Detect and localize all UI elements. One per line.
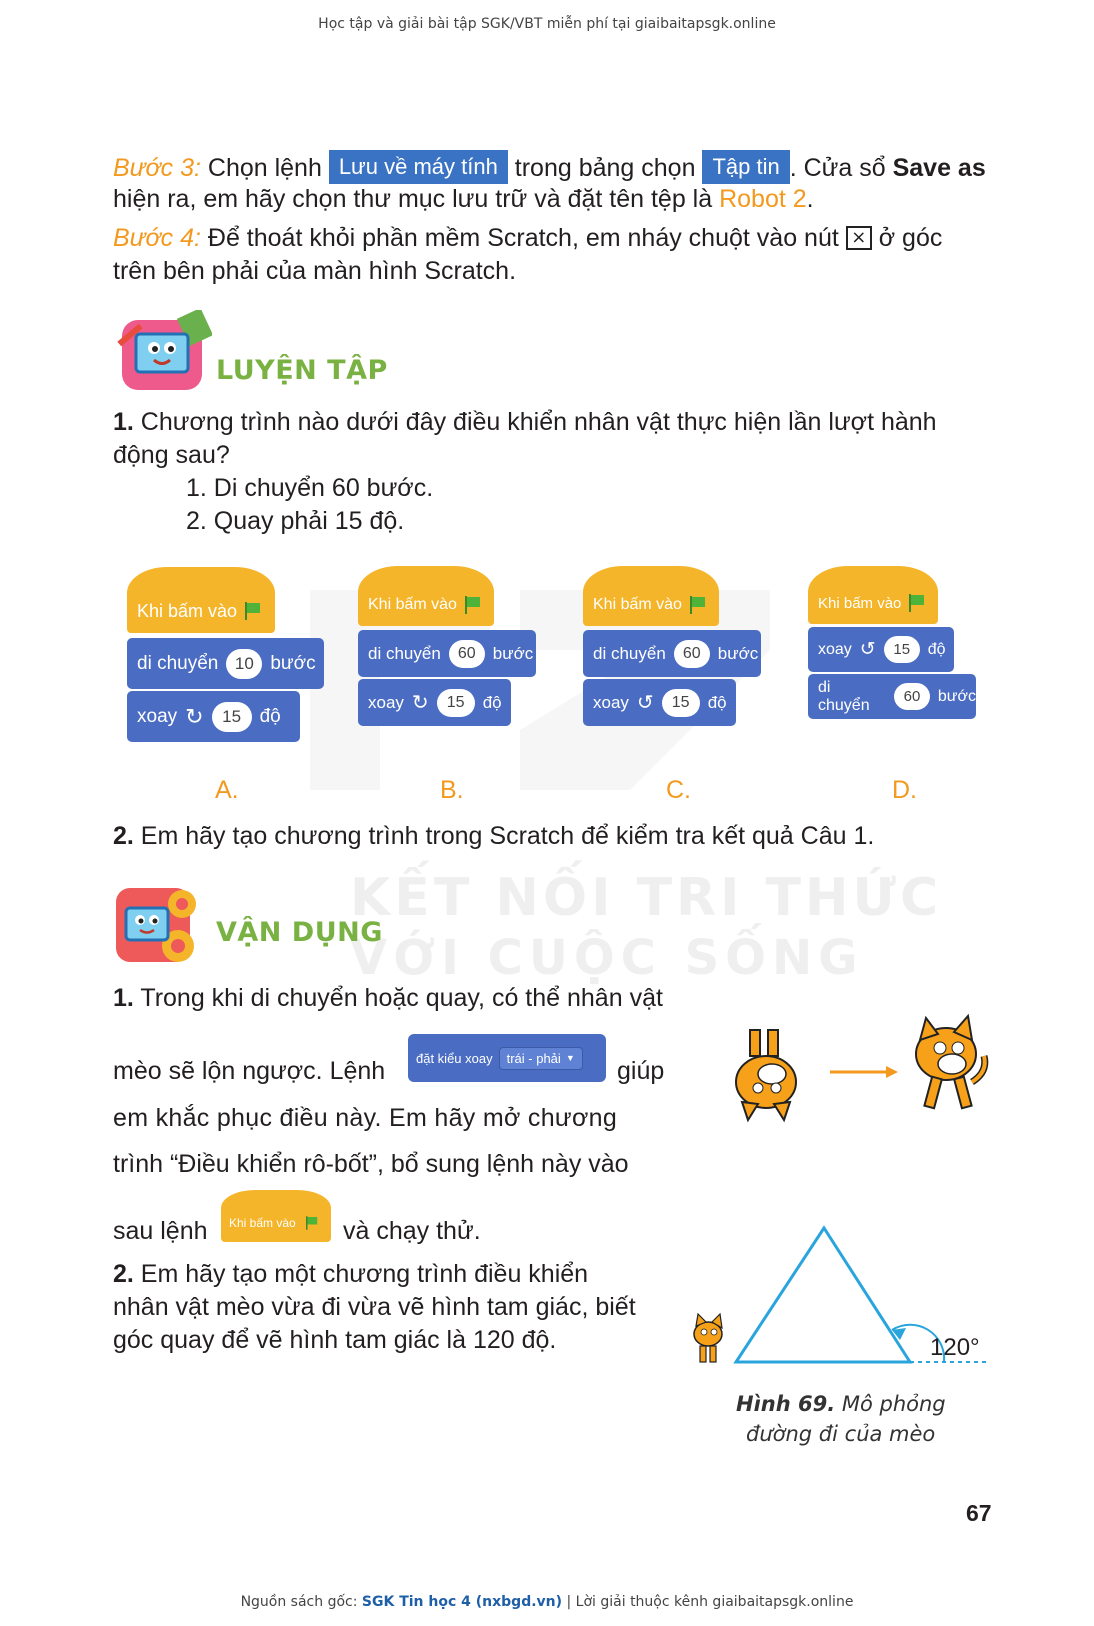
- turn-right-block: [127, 691, 300, 742]
- when-flag-clicked-block: [221, 1190, 331, 1242]
- set-rotation-style-block: [408, 1034, 606, 1082]
- block-unit: bước: [492, 643, 534, 663]
- apply-q1-line-3: em khắc phục điều này. Em hãy mở chương: [113, 1104, 618, 1132]
- move-steps-block: [583, 630, 761, 677]
- hat-label: Khi bấm vào: [368, 596, 457, 613]
- turn-right-icon: ↻: [411, 692, 429, 714]
- header-note: Học tập và giải bài tập SGK/VBT miễn phí tại giaibaitapsgk.online: [318, 16, 776, 32]
- step-4-paragraph: [113, 222, 993, 255]
- apply-q1-line-2b: giúp: [617, 1057, 665, 1085]
- step-4-text-2: ở góc: [871, 224, 943, 252]
- save-to-computer-command: Lưu về máy tính: [329, 150, 508, 184]
- block-unit: độ: [482, 692, 502, 712]
- apply-q2-line-3: góc quay để vẽ hình tam giác là 120 độ.: [113, 1326, 557, 1354]
- value-input: 60: [674, 640, 710, 668]
- dropdown-value: trái - phải: [506, 1050, 561, 1066]
- figure-caption-text: Mô phỏng: [835, 1392, 946, 1416]
- practice-q1-number: 1.: [113, 408, 134, 436]
- apply-mascot-icon: [112, 884, 204, 968]
- turn-left-block: [583, 679, 736, 726]
- footer-source-link[interactable]: SGK Tin học 4 (nxbgd.vn): [361, 1594, 563, 1610]
- turn-right-icon: ↻: [185, 703, 204, 729]
- value-input: 15: [662, 689, 700, 717]
- footer-suffix: | Lời giải thuộc kênh giaibaitapsgk.online: [562, 1594, 854, 1610]
- turn-left-icon: ↺: [859, 639, 876, 660]
- block-label: di chuyển: [593, 643, 666, 663]
- apply-q1-line-4: trình “Điều khiển rô-bốt”, bổ sung lệnh này vào: [113, 1150, 629, 1178]
- practice-title: LUYỆN TẬP: [216, 355, 388, 386]
- value-input: 15: [437, 689, 475, 717]
- value-input: 60: [894, 683, 930, 710]
- practice-q1-item-2: 2. Quay phải 15 độ.: [186, 507, 405, 535]
- green-flag-icon: [245, 602, 261, 620]
- robot2-filename: Robot 2: [719, 185, 807, 213]
- angle-label: 120°: [930, 1334, 980, 1361]
- block-unit: bước: [270, 652, 316, 674]
- value-input: 60: [449, 640, 485, 668]
- cat-sprite-icon: [694, 1314, 722, 1362]
- practice-q2-text: Em hãy tạo chương trình trong Scratch để kiểm tra kết quả Câu 1.: [133, 822, 875, 850]
- block-unit: bước: [717, 643, 759, 663]
- step-4-line-2: trên bên phải của màn hình Scratch.: [113, 257, 517, 285]
- move-steps-block: [808, 674, 976, 719]
- practice-q2-number: 2.: [113, 822, 134, 850]
- step-3-text-3: . Cửa sổ: [789, 154, 893, 182]
- step-3-period: .: [806, 185, 814, 213]
- apply-q1-line-1: [113, 982, 673, 1015]
- block-unit: độ: [259, 705, 281, 727]
- option-c-label: C.: [666, 776, 691, 804]
- practice-q1-line-2: động sau?: [113, 441, 230, 469]
- step-3-label: Bước 3:: [113, 154, 201, 182]
- apply-q1-line-2a: mèo sẽ lộn ngược. Lệnh: [113, 1057, 386, 1085]
- footer-prefix: Nguồn sách gốc:: [240, 1594, 362, 1610]
- practice-q2: [113, 820, 993, 853]
- apply-q1-line-5b: và chạy thử.: [343, 1217, 481, 1245]
- practice-q1: [113, 406, 993, 439]
- practice-q1-text: Chương trình nào dưới đây điều khiển nhân vật thực hiện lần lượt hành: [133, 408, 937, 436]
- watermark-line-2: VỚI CUỘC SỐNG: [350, 930, 864, 986]
- turn-right-block: [358, 679, 511, 726]
- green-flag-icon: [306, 1216, 318, 1230]
- value-input: 10: [226, 649, 262, 679]
- hat-label: Khi bấm vào: [818, 594, 902, 612]
- block-unit: độ: [707, 692, 727, 712]
- value-input: 15: [884, 636, 920, 663]
- hat-label: Khi bấm vào: [229, 1216, 296, 1230]
- block-label: di chuyển: [368, 643, 441, 663]
- cat-flip-illustration: [716, 1012, 992, 1132]
- hat-label: Khi bấm vào: [137, 600, 238, 621]
- green-flag-icon: [690, 596, 706, 614]
- figure-caption-label: Hình 69.: [736, 1392, 836, 1416]
- figure-caption-line-1: [736, 1392, 946, 1416]
- save-as-label: Save as: [892, 154, 986, 182]
- move-steps-block: [127, 638, 324, 689]
- block-label: xoay: [137, 705, 178, 727]
- apply-q1-line-5a: sau lệnh: [113, 1217, 208, 1245]
- when-flag-clicked-block: [808, 566, 938, 624]
- when-flag-clicked-block: [358, 566, 494, 626]
- block-label: xoay: [368, 692, 404, 712]
- green-flag-icon: [465, 596, 481, 614]
- apply-q2-number: 2.: [113, 1260, 134, 1288]
- turn-left-block: [808, 627, 954, 672]
- apply-q2-text: Em hãy tạo một chương trình điều khiển: [133, 1260, 589, 1288]
- step-3-paragraph: [113, 150, 993, 185]
- page-number: 67: [966, 1500, 992, 1526]
- figure-caption-line-2: đường đi của mèo: [746, 1422, 936, 1446]
- when-flag-clicked-block: [127, 567, 275, 633]
- option-b-label: B.: [440, 776, 464, 804]
- block-label: xoay: [593, 692, 629, 712]
- step-3-text: Chọn lệnh: [200, 154, 329, 182]
- watermark-line-1: KẾT NỐI TRI THỨC: [350, 868, 943, 928]
- block-unit: độ: [927, 640, 946, 658]
- apply-q1-text: Trong khi di chuyển hoặc quay, có thể nhân vật: [133, 984, 663, 1012]
- step-4-text: Để thoát khỏi phần mềm Scratch, em nháy chuột vào nút: [200, 224, 846, 252]
- step-4-label: Bước 4:: [113, 224, 201, 252]
- option-d-label: D.: [892, 776, 917, 804]
- apply-q2-line-1: [113, 1258, 663, 1291]
- apply-q1-number: 1.: [113, 984, 134, 1012]
- practice-q1-item-1: 1. Di chuyển 60 bước.: [186, 474, 434, 502]
- when-flag-clicked-block: [583, 566, 719, 626]
- step-3-text-2: trong bảng chọn: [507, 154, 703, 182]
- block-label: xoay: [818, 640, 852, 658]
- block-unit: bước: [937, 687, 976, 705]
- option-a-label: A.: [215, 776, 239, 804]
- close-icon: ×: [846, 226, 872, 250]
- green-flag-icon: [909, 594, 925, 612]
- footer-note: [0, 1594, 1094, 1610]
- hat-label: Khi bấm vào: [593, 596, 682, 613]
- rotation-style-dropdown: [499, 1047, 583, 1070]
- turn-left-icon: ↺: [636, 692, 654, 714]
- block-label: đặt kiểu xoay: [416, 1050, 493, 1066]
- apply-q2-line-2: nhân vật mèo vừa đi vừa vẽ hình tam giác, biết: [113, 1293, 636, 1321]
- file-menu-label: Tập tin: [702, 150, 789, 184]
- block-label: di chuyển: [818, 678, 870, 714]
- apply-title: VẬN DỤNG: [216, 917, 383, 948]
- chevron-down-icon: ▼: [565, 1053, 575, 1063]
- move-steps-block: [358, 630, 536, 677]
- practice-mascot-icon: [112, 310, 212, 394]
- block-label: di chuyển: [137, 652, 219, 674]
- step-3-text-4: hiện ra, em hãy chọn thư mục lưu trữ và đặt tên tệp là: [113, 185, 720, 213]
- value-input: 15: [212, 702, 252, 732]
- step-3-line-2: [113, 183, 993, 216]
